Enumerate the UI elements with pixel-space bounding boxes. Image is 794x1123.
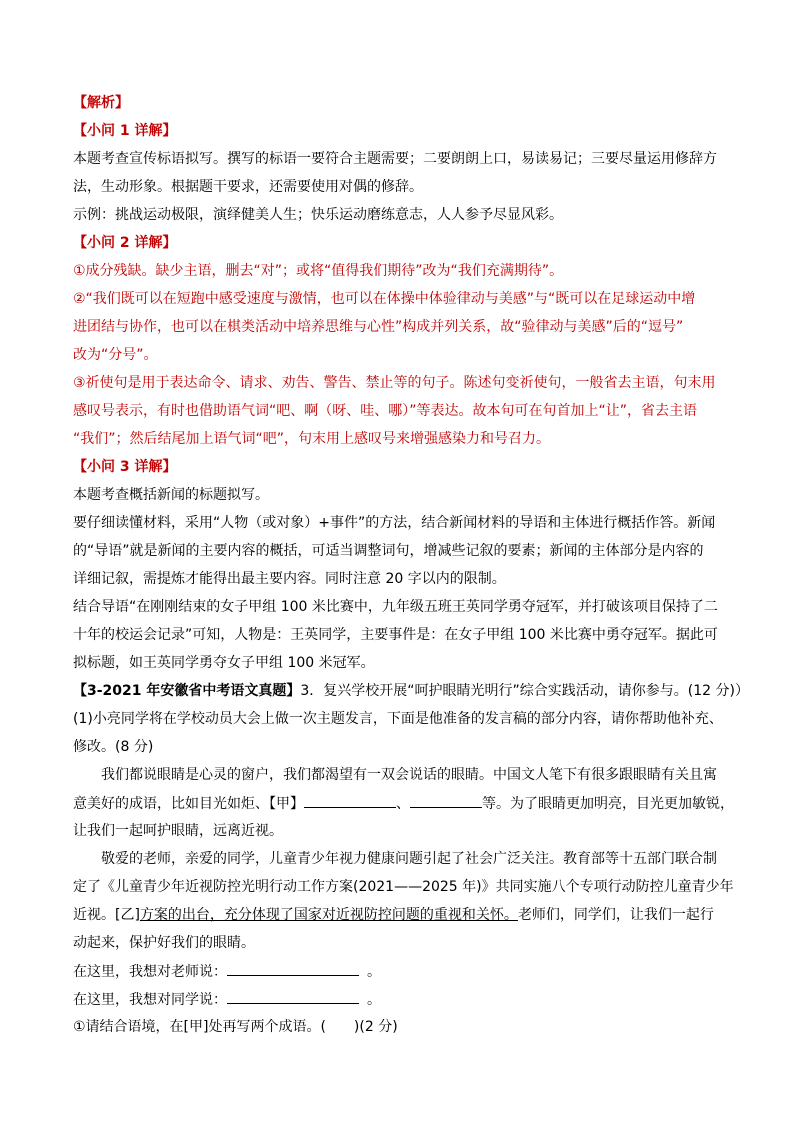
q3-line-5: 结合导语“在刚刚结束的女子甲组 100 米比赛中，九年级五班王英同学勇夺冠军，并打破该项目保持了二 xyxy=(73,599,718,615)
q2-heading: 【小问 2 详解】 xyxy=(73,235,177,251)
q2-line-6: 感叹号表示，有时也借助语气词“吧、啊（呀、哇、哪）”等表达。故本句可在句首加上“让”，省去主语 xyxy=(73,403,698,419)
speech-para-1-line-2 xyxy=(73,793,734,814)
q3-line-3: 的“导语”就是新闻的主要内容的概括，可适当调整词句，增减些记叙的要素；新闻的主体部分是内容的 xyxy=(73,543,704,559)
period: 。 xyxy=(367,992,381,1008)
teacher-answer-blank[interactable] xyxy=(227,961,359,976)
q3-line-1: 本题考查概括新闻的标题拟写。 xyxy=(73,487,269,503)
q1-para-2: 法，生动形象。根据题干要求，还需要使用对偶的修辞。 xyxy=(73,179,423,195)
q3-heading: 【小问 3 详解】 xyxy=(73,459,177,475)
student-line xyxy=(73,989,381,1010)
q3-line-4: 详细记叙，需提炼才能得出最主要内容。同时注意 20 字以内的限制。 xyxy=(73,571,506,587)
speech-para-2-line-4: 动起来，保护好我们的眼睛。 xyxy=(73,935,255,951)
question-3-text: 3．复兴学校开展“呵护眼睛光明行”综合实践活动，请你参与。(12 分)） xyxy=(300,683,749,699)
speech-text: 等。为了眼睛更加明亮，目光更加敏锐， xyxy=(482,796,734,812)
separator: 、 xyxy=(396,796,410,812)
sub-question-1-line-2: 修改。(8 分) xyxy=(73,739,154,755)
sub-question-a: ①请结合语境，在[甲]处再写两个成语。( )(2 分) xyxy=(73,1019,398,1035)
speech-text: 老师们，同学们，让我们一起行 xyxy=(517,907,714,923)
q2-line-5: ③祈使句是用于表达命令、请求、劝告、警告、禁止等的句子。陈述句变祈使句，一般省去主语，句末用 xyxy=(73,375,716,391)
q1-para-1: 本题考查宣传标语拟写。撰写的标语一要符合主题需要；二要朗朗上口，易读易记；三要尽量运用修辞方 xyxy=(73,151,717,167)
q1-heading: 【小问 1 详解】 xyxy=(73,123,177,139)
speech-para-2-line-1: 敬爱的老师，亲爱的同学，儿童青少年视力健康问题引起了社会广泛关注。教育部等十五部门联合制 xyxy=(101,851,717,867)
analysis-heading: 【解析】 xyxy=(73,95,129,111)
teacher-prompt: 在这里，我想对老师说： xyxy=(73,964,227,980)
q2-line-7: “我们”；然后结尾加上语气词“吧”，句末用上感叹号来增强感染力和号召力。 xyxy=(73,431,551,447)
q1-example: 示例：挑战运动极限，演绎健美人生；快乐运动磨练意志，人人参予尽显风彩。 xyxy=(73,207,563,223)
speech-para-1-line-3: 让我们一起呵护眼睛，远离近视。 xyxy=(73,823,283,839)
idiom-blank-1[interactable] xyxy=(304,793,396,808)
speech-para-2-line-3 xyxy=(73,905,714,925)
q3-line-6: 十年的校运会记录”可知，人物是：王英同学，主要事件是：在女子甲组 100 米比赛中勇夺冠军。据此可 xyxy=(73,627,718,643)
teacher-line xyxy=(73,961,381,982)
student-answer-blank[interactable] xyxy=(227,989,359,1004)
student-prompt: 在这里，我想对同学说： xyxy=(73,992,227,1008)
q2-line-3: 进团结与协作，也可以在棋类活动中培养思维与心性”构成并列关系，故“验律动与美感”后的“逗号” xyxy=(73,319,684,335)
underlined-sentence: 方案的出台，充分体现了国家对近视防控问题的重视和关怀。 xyxy=(139,907,518,923)
sub-question-1-line-1: (1)小亮同学将在学校动员大会上做一次主题发言，下面是他准备的发言稿的部分内容，请你帮助他补充、 xyxy=(73,711,723,727)
q2-line-2: ②“我们既可以在短跑中感受速度与激情，也可以在体操中体验律动与美感”与“既可以在足球运动中增 xyxy=(73,291,696,307)
speech-text: 近视。[乙] xyxy=(73,907,140,923)
idiom-blank-2[interactable] xyxy=(410,793,482,808)
speech-text: 意美好的成语，比如目光如炬、【甲】 xyxy=(73,796,304,812)
speech-para-2-line-2: 定了《儿童青少年近视防控光明行动工作方案(2021——2025 年)》共同实施八个专项行动防控儿童青少年 xyxy=(73,879,734,895)
q3-line-2: 要仔细读懂材料，采用“人物（或对象）+事件”的方法，结合新闻材料的导语和主体进行概括作答。新闻 xyxy=(73,515,716,531)
q2-line-4: 改为“分号”。 xyxy=(73,347,158,363)
question-3-title xyxy=(73,681,749,701)
q2-line-1: ①成分残缺。缺少主语，删去“对”；或将“值得我们期待”改为“我们充满期待”。 xyxy=(73,263,564,279)
source-tag: 【3-2021 年安徽省中考语文真题】 xyxy=(73,683,301,699)
q3-line-7: 拟标题，如王英同学勇夺女子甲组 100 米冠军。 xyxy=(73,655,375,671)
period: 。 xyxy=(367,964,381,980)
speech-para-1-line-1: 我们都说眼睛是心灵的窗户，我们都渴望有一双会说话的眼睛。中国文人笔下有很多跟眼睛有关且寓 xyxy=(101,767,717,783)
